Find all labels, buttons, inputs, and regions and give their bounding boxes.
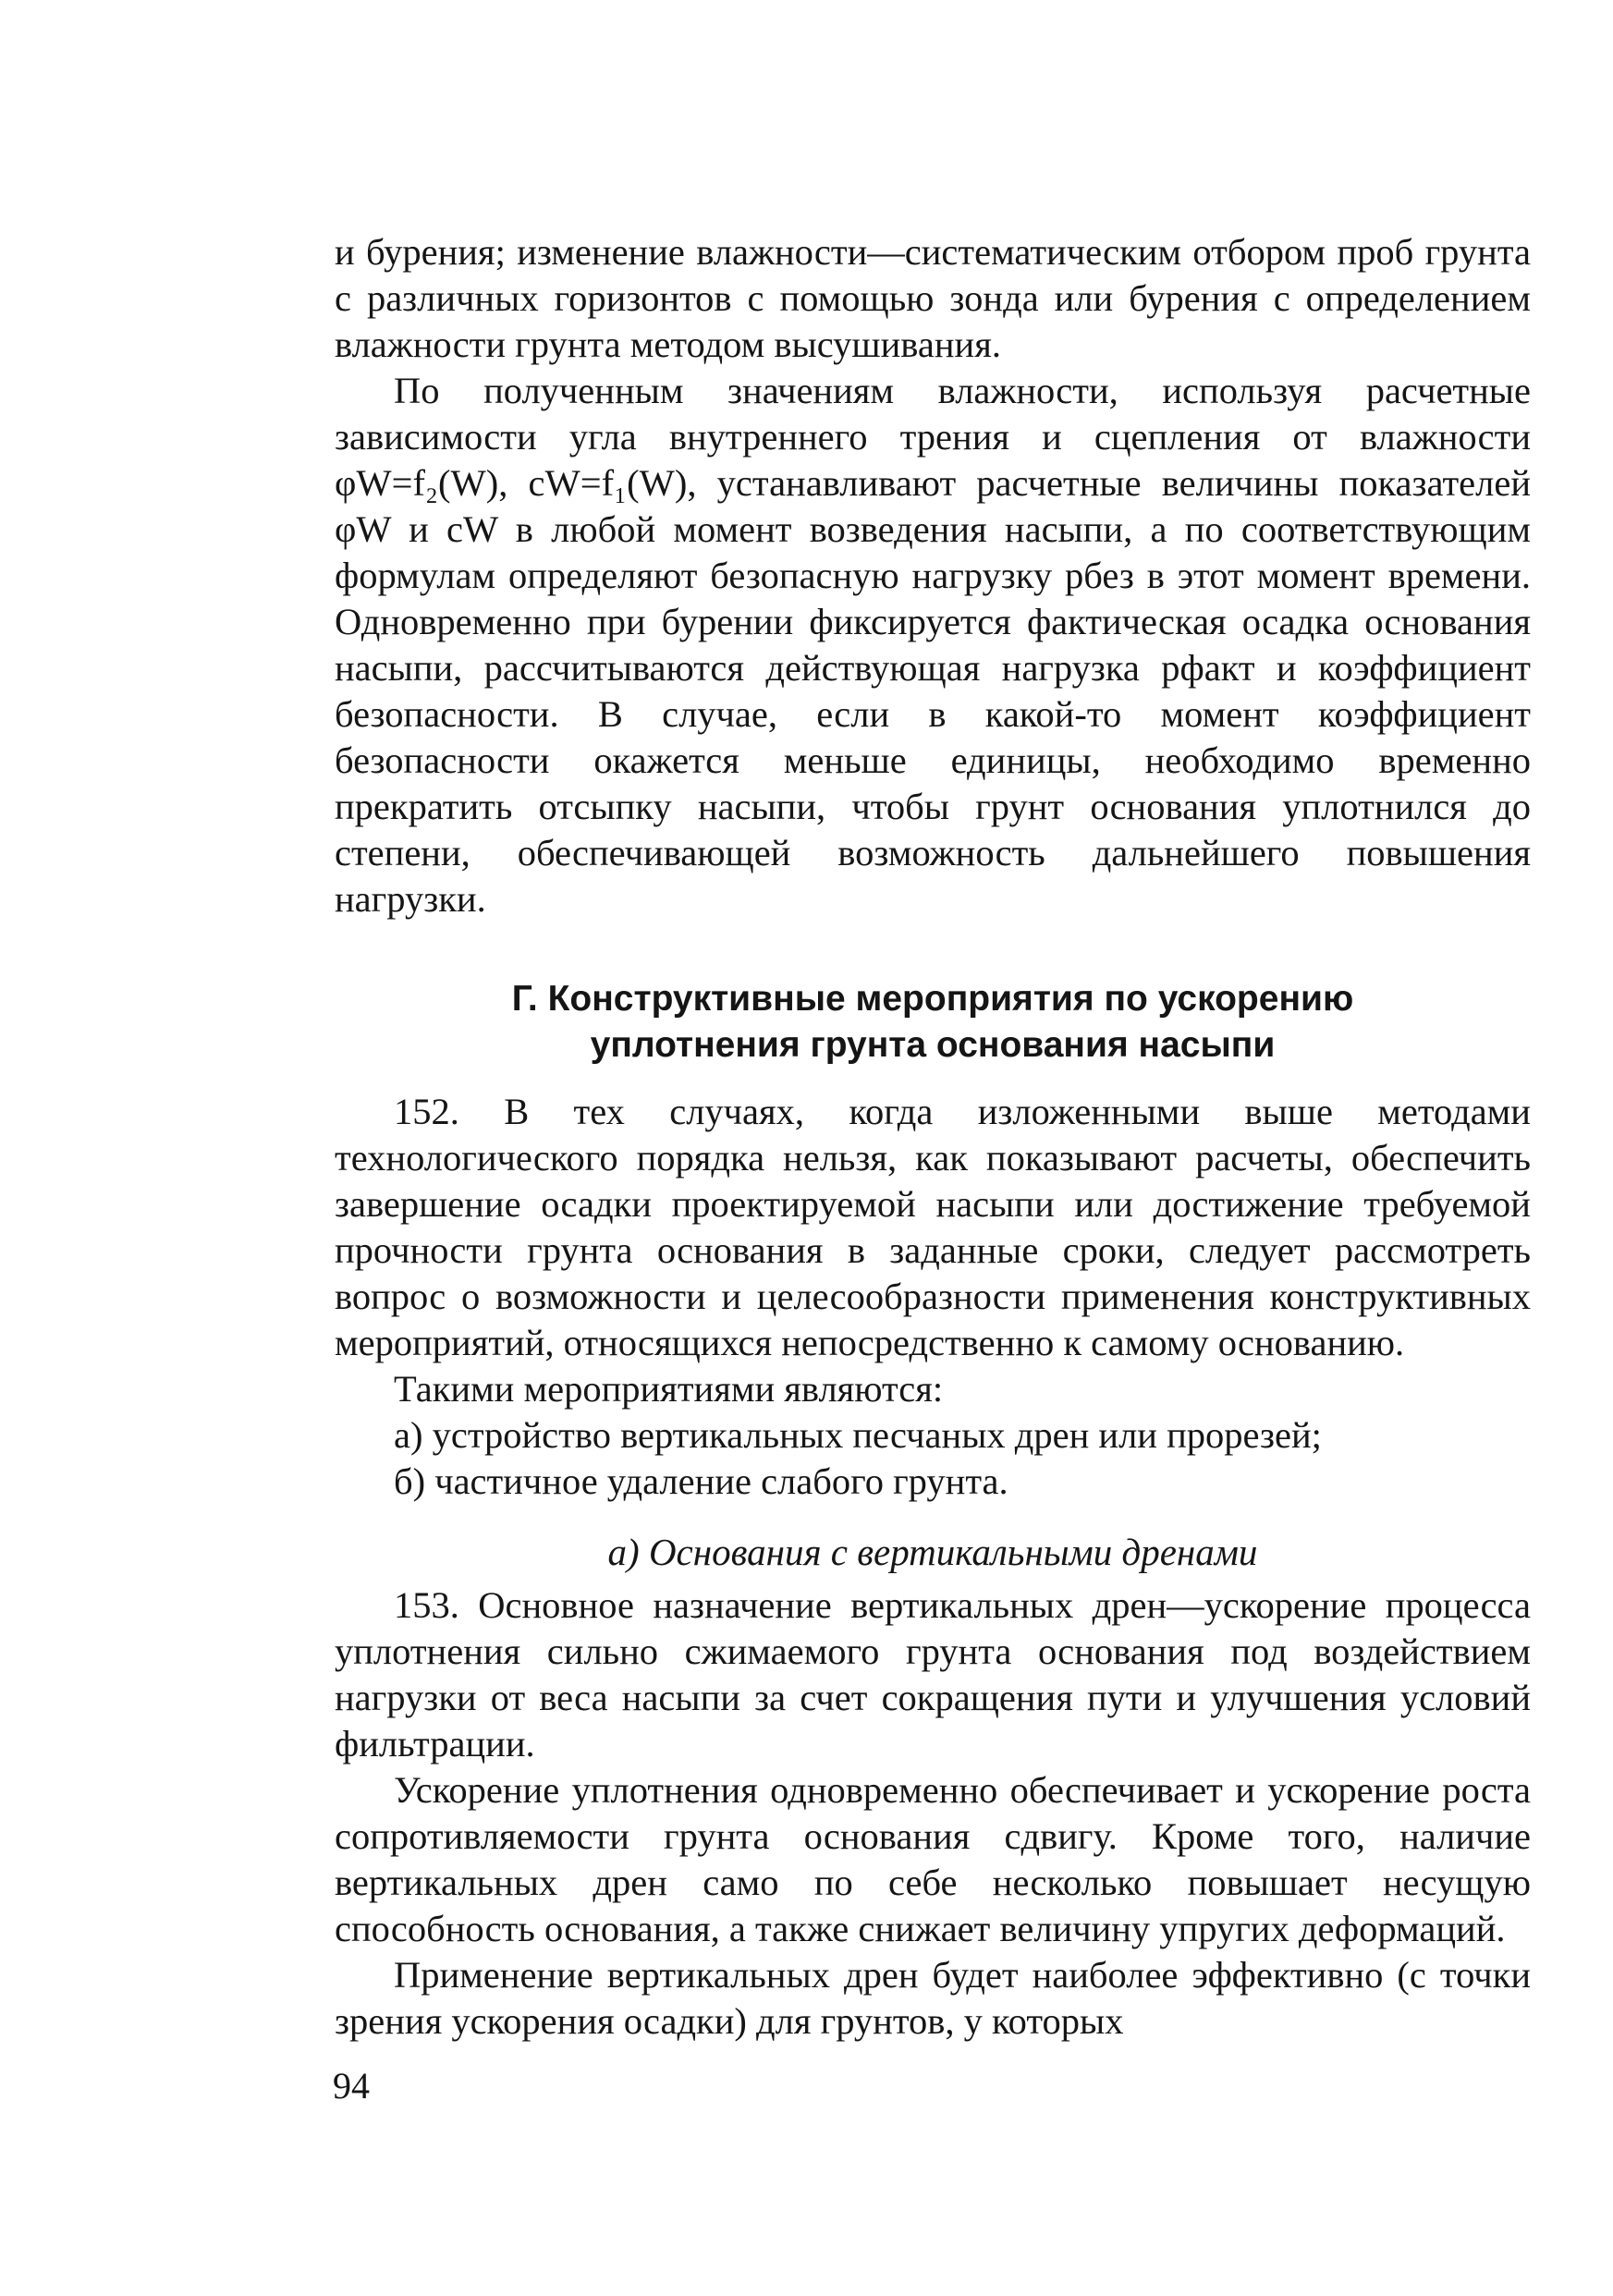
page-number: 94 bbox=[333, 2065, 370, 2107]
paragraph-continuation: и бурения; изменение влажности—систематическим отбором проб грунта с различных горизонтов с помощью зонда или бурения с определением влажности грунта методом высушивания. bbox=[335, 231, 1531, 365]
section-heading-line-1: Г. Конструктивные мероприятия по ускорению bbox=[511, 979, 1354, 1019]
section-heading-line-2: уплотнения грунта основания насыпи bbox=[590, 1025, 1276, 1065]
paragraph-152: 152. В тех случаях, когда изложенными выше методами технологического порядка нельзя, как показывают расчеты, обеспечить завершение осадки проектируемой насыпи или достижение требуемой прочности грунта основания в заданные сроки, следует рассмотреть вопрос о возможности и целесообразности применения конструктивных мероприятий, относящихся непосредственно к самому основанию. bbox=[335, 1091, 1531, 1363]
list-item-b: б) частичное удаление слабого грунта. bbox=[394, 1460, 1008, 1502]
section-heading bbox=[335, 976, 1531, 1069]
subsection-heading: а) Основания с вертикальными дренами bbox=[607, 1531, 1258, 1573]
paragraph-moisture-calculation: По полученным значениям влажности, используя расчетные зависимости угла внутреннего трения и сцепления от влажности φW=f₂(W), cW=f₁(W), устанавливают расчетные величины показателей φW и cW в любой момент возведения насыпи, а по соответствующим формулам определяют безопасную нагрузку pбез в этот момент времени. Одновременно при бурении фиксируется фактическая осадка основания насыпи, рассчитываются действующая нагрузка pфакт и коэффициент безопасности. В случае, если в какой-то момент коэффициент безопасности окажется меньше единицы, необходимо временно прекратить отсыпку насыпи, чтобы грунт основания уплотнился до степени, обеспечивающей возможность дальнейшего повышения нагрузки. bbox=[335, 370, 1531, 920]
page-body bbox=[335, 229, 1531, 2045]
paragraph-153: 153. Основное назначение вертикальных дрен—ускорение процесса уплотнения сильно сжимаемого грунта основания под воздействием нагрузки от веса насыпи за счет сокращения пути и улучшения условий фильтрации. bbox=[335, 1584, 1531, 1765]
paragraph-153-continued: Ускорение уплотнения одновременно обеспечивает и ускорение роста сопротивляемости грунта основания сдвигу. Кроме того, наличие вертикальных дрен само по себе несколько повышает несущую способность основания, а также снижает величину упругих деформаций. bbox=[335, 1769, 1531, 1949]
list-item-a: а) устройство вертикальных песчаных дрен или прорезей; bbox=[394, 1414, 1322, 1456]
list-intro: Такими мероприятиями являются: bbox=[394, 1368, 944, 1410]
paragraph-153-final: Применение вертикальных дрен будет наиболее эффективно (с точки зрения ускорения осадки) для грунтов, у которых bbox=[335, 1954, 1531, 2042]
